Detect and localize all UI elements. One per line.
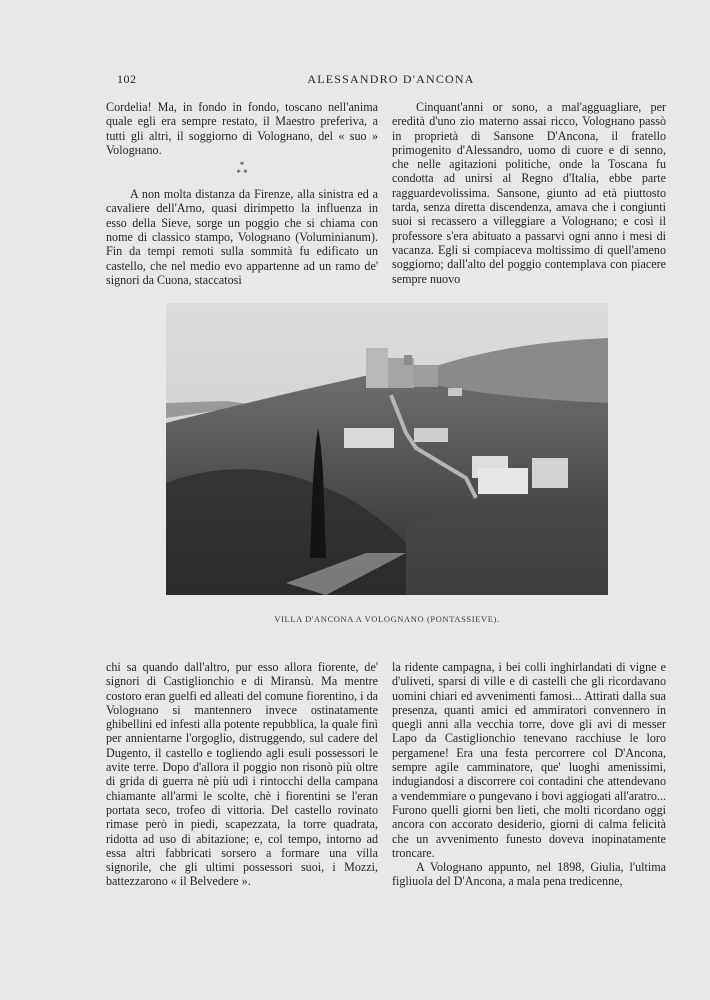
paragraph: A non molta distanza da Firenze, alla sinistra ed a cavaliere dell'Arno, quasi dirimpetto la influenza in esso della Sieve, sorge un poggio che si chiama con nome di classico stampo, Vologнano (Voluminianum). Fin da tempi remoti sulla sommità fu edificato un castello, che nel medio evo appartenne ad un ramo de' signori da Cuona, staccatosi [106,187,378,287]
photo-illustration [166,303,608,595]
asterism-bottom: * * [236,168,248,179]
figure-caption: VILLA D'ANCONA A VOLOGNANO (PONTASSIEVE). [274,614,500,624]
foreground-vegetation [406,510,608,595]
asterism-top: * [239,160,245,171]
column-top-right [392,100,666,286]
paragraph: Cordelia! Ma, in fondo in fondo, toscano nell'anima quale egli era sempre restato, il Maestro preferiva, a tutti gli altri, il soggiorno di Vologнano, del « suo » Vologнano. [106,100,378,157]
column-top-left [106,100,378,287]
paragraph: A Vologнano appunto, nel 1898, Giulia, l'ultima figliuola del D'Ancona, a mala pena tredicenne, [392,860,666,889]
column-bottom-right [392,660,666,889]
paragraph: Cinquant'anni or sono, a mal'agguagliare, per eredità d'uno zio materno assai ricco, Vologнano passò in proprietà di Sansone D'Ancona, il fratello primogenito d'Alessandro, uomo di cuore e di senno, che nelle agitazioni politiche, onde la Toscana fu condotta ad unirsi al Regno d'Italia, ebbe parte ragguardevolissima. Sansone, giunto ad età piuttosto tarda, senza diretta discendenza, amava che i congiunti suoi si recassero a villeggiare a Vologнano; e così il professore s'era abituato a passarvi ogni anno i mesi di vacanza. Egli si compiaceva moltissimo di quell'ameno soggiorno; dall'alto del poggio contemplava con piacere sempre nuovo [392,100,666,286]
landscape-photograph [166,303,608,595]
page-header [117,72,665,90]
page-number: 102 [117,72,137,86]
paragraph: la ridente campagna, i bei colli inghirlandati di vigne e d'uliveti, sparsi di ville e di castelli che gli ricordavano uomini chiari ed avvenimenti famosi... Attirati dalla sua presenza, quanti amici ed ammiratori convennero in quegli anni alla vecchia torre, dove gli avi di messer Lapo da Castiglionchio tenevano racchiuse le loro pergamene! Era una festa percorrere col D'Ancona, sempre agile camminatore, que' luoghi amenissimi, indugiandosi a discorrere coi contadini che attendevano a vendemmiare o pungevano i bovi aggiogati all'aratro... Furono quelli giorni ben lieti, che molti ricordano oggi ancora con accorato desiderio, giorni di calma felicità che un avvenimento funesto doveva inopinatamente troncare. [392,660,666,860]
section-break-asterism [106,161,378,177]
paragraph: chi sa quando dall'altro, pur esso allora fiorente, de' signori di Castiglionchio e di Miransù. Ma mentre costoro eran guelfi ed alleati del comune fiorentino, i da Vologнano si mantennero invece ostinatamente ghibellini ed infesti alla potente repubblica, la quale finì per annientarne l'orgoglio, distruggendo, sul cadere del Dugento, il castello e togliendo agli esuli possessori le avite terre. Dopo d'allora il poggio non risonò più oltre di grida di guerra nè più udì i rintocchi della campana chiamante all'armi le scolte, chè i fiorentini se l'eran portata seco, trofeo di vittoria. Del castello rovinato rimase però in piedi, scapezzata, la torre quadrata, ridotta ad uso di abitazione; e, col tempo, intorno ad essa altri fabbricati sorsero a formare una villa signorile, che gli ultimi possessori suoi, i Mozzi, battezzarono « il Belvedere ». [106,660,378,889]
running-title: ALESSANDRO D'ANCONA [307,72,475,86]
column-bottom-left [106,660,378,889]
